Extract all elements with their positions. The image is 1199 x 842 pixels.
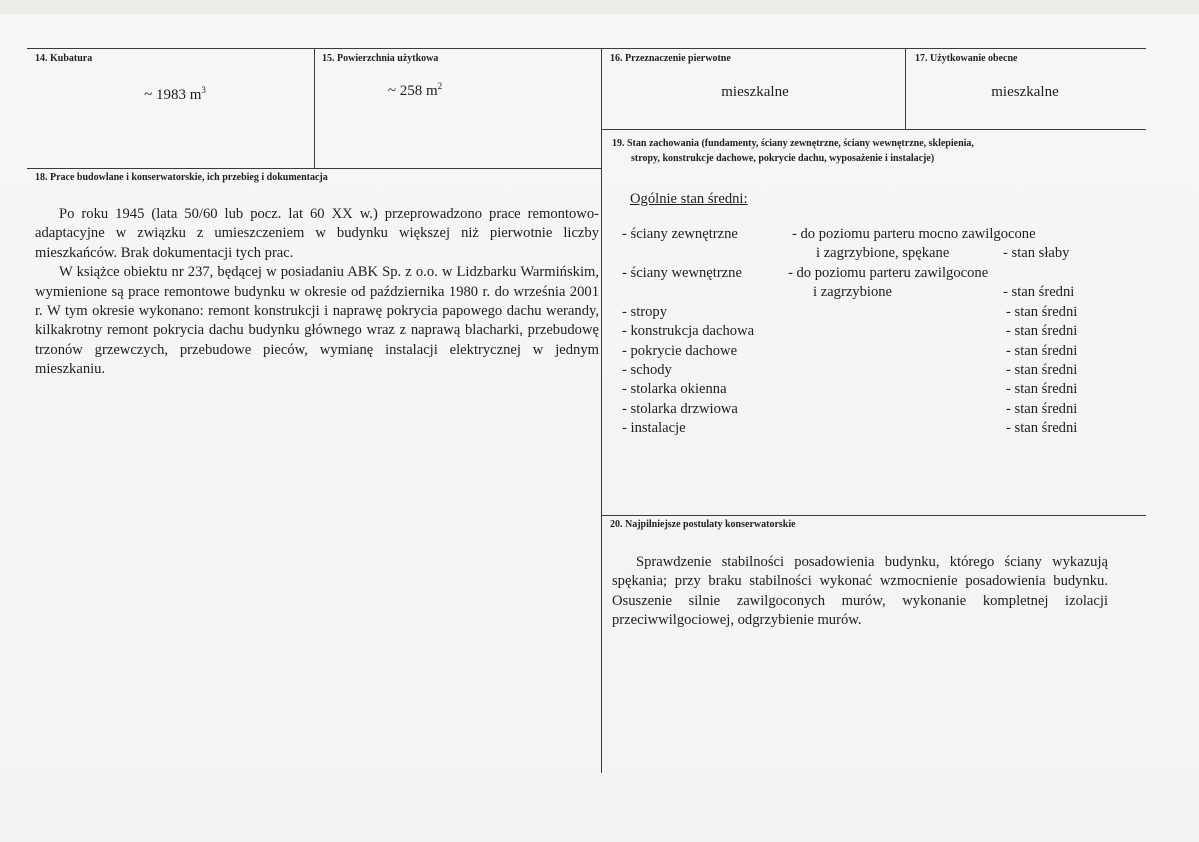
field-20-text	[612, 553, 1108, 631]
condition-state: - stan średni	[1003, 284, 1075, 300]
condition-detail: - do poziomu parteru zawilgocone	[788, 265, 989, 281]
condition-state: - stan słaby	[1003, 245, 1070, 261]
field-20-label: 20. Najpilniejsze postulaty konserwatorskie	[610, 519, 796, 530]
field-19-heading: Ogólnie stan średni:	[630, 191, 748, 207]
field-14-label: 14. Kubatura	[35, 53, 93, 64]
field-18-label: 18. Prace budowlane i konserwatorskie, ich przebieg i dokumentacja	[35, 172, 328, 183]
condition-state: - stan średni	[1006, 381, 1078, 397]
condition-item: - stolarka drzwiowa	[622, 401, 738, 417]
condition-state: - stan średni	[1006, 323, 1078, 339]
divider-16-17	[905, 48, 906, 129]
field-16-value: mieszkalne	[721, 84, 789, 100]
field-15-value-exponent: 2	[437, 81, 443, 91]
line-under-14-15	[27, 168, 602, 169]
field-19-label-line-2: stropy, konstrukcje dachowe, pokrycie dachu, wyposażenie i instalacje)	[631, 153, 935, 164]
field-15-value-text: ~ 258 m	[387, 83, 438, 99]
field-19-label-line-1: 19. Stan zachowania (fundamenty, ściany zewnętrzne, ściany wewnętrzne, sklepienia,	[612, 138, 974, 149]
field-20-paragraph: Sprawdzenie stabilności posadowienia budynku, którego ściany wykazują spękania; przy braku stabilności wykonać wzmocnienie posadowienia budynku. Osuszenie silnie zawilgoconych murów, wykonanie kompletnej izolacji przeciwwilgociowej, odgrzybienie murów.	[612, 554, 1108, 629]
line-under-16-17	[601, 129, 1146, 130]
scan-top-edge	[0, 0, 1199, 14]
center-divider	[601, 48, 602, 773]
condition-item: - ściany zewnętrzne	[622, 226, 738, 242]
condition-item: - ściany wewnętrzne	[622, 265, 742, 281]
condition-item: - konstrukcja dachowa	[622, 323, 755, 339]
condition-item: - instalacje	[622, 420, 686, 436]
condition-state: - stan średni	[1006, 401, 1078, 417]
condition-detail-continued: i zagrzybione, spękane	[816, 245, 950, 261]
field-18-paragraph-2: W książce obiektu nr 237, będącej w posiadaniu ABK Sp. z o.o. w Lidzbarku Warmińskim, wymienione są prace remontowe budynku w okresie od października 1980 r. do września 2001 r. W tym okresie wykonano: remont konstrukcji i naprawę pokrycia papowego dachu werandy, kilkakrotny remont pokrycia dachu budynku głównego wraz z naprawą blacharki, przebudowę trzonów grzewczych, przebudowe pieców, wymianę instalacji elektrycznej w jednym mieszkaniu.	[35, 264, 599, 378]
condition-state: - stan średni	[1006, 362, 1078, 378]
field-14-value-text: ~ 1983 m	[144, 87, 202, 103]
field-15-label: 15. Powierzchnia użytkowa	[322, 53, 439, 64]
field-16-label: 16. Przeznaczenie pierwotne	[610, 53, 731, 64]
condition-item: - stropy	[622, 304, 667, 320]
condition-detail-continued: i zagrzybione	[813, 284, 893, 300]
field-18-text	[35, 205, 599, 380]
field-14-value	[100, 86, 250, 104]
condition-detail: - do poziomu parteru mocno zawilgocone	[792, 226, 1036, 242]
field-17-value: mieszkalne	[991, 84, 1059, 100]
condition-item: - stolarka okienna	[622, 381, 727, 397]
line-above-20	[601, 515, 1146, 516]
condition-item: - schody	[622, 362, 672, 378]
field-18-paragraph-1: Po roku 1945 (lata 50/60 lub pocz. lat 60 XX w.) przeprowadzono prace remontowo-adaptacyjne w związku z umieszczeniem w budynku większej niż pierwotnie liczby mieszkańców. Brak dokumentacji tych prac.	[35, 206, 599, 261]
field-17-label: 17. Użytkowanie obecne	[915, 53, 1018, 64]
condition-state: - stan średni	[1006, 304, 1078, 320]
divider-14-15	[314, 48, 315, 168]
condition-state: - stan średni	[1006, 343, 1078, 359]
field-14-value-exponent: 3	[201, 85, 206, 95]
field-15-value	[340, 82, 490, 100]
top-border-line	[27, 48, 1146, 49]
condition-item: - pokrycie dachowe	[622, 343, 738, 359]
condition-state: - stan średni	[1006, 420, 1078, 436]
